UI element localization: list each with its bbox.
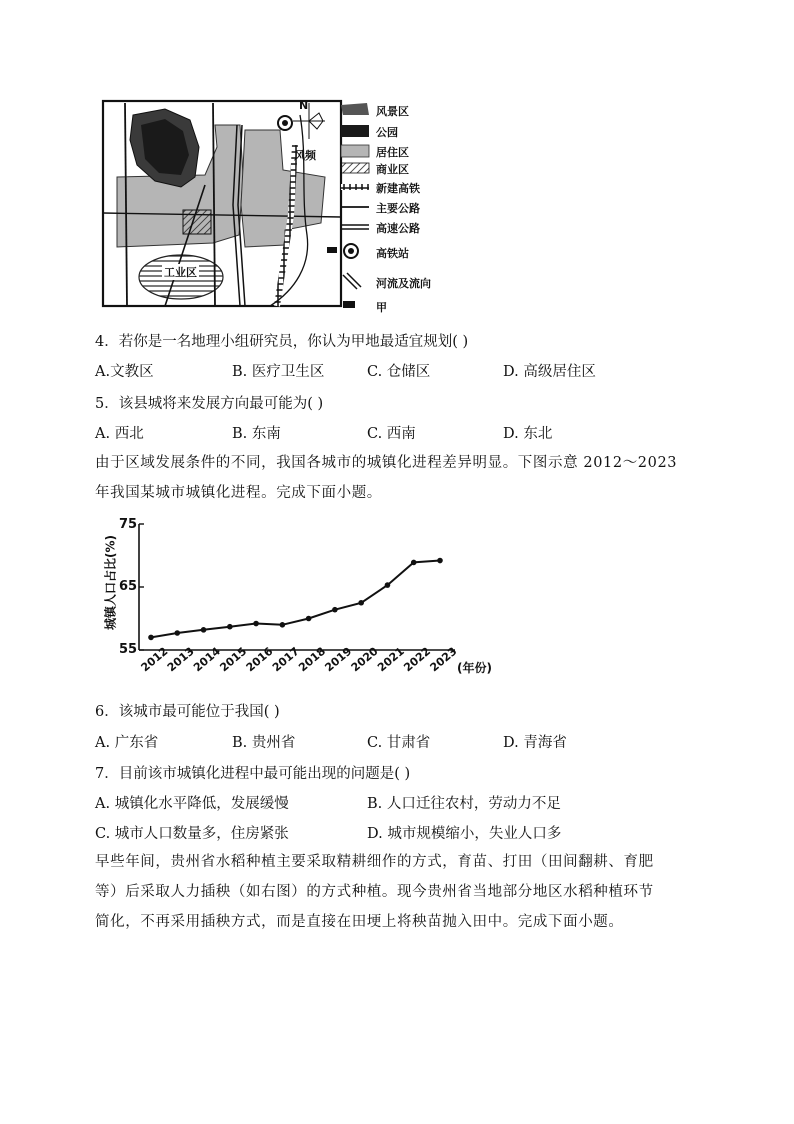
site-jia-icon — [343, 301, 355, 308]
intro-urbanization-paragraph — [95, 448, 715, 508]
question-7-option-b[interactable]: B. 人口迁往农村，劳动力不足 — [367, 796, 561, 812]
question-6-option-a[interactable]: A. 广东省 — [95, 735, 159, 751]
data-point-2016 — [253, 621, 259, 627]
data-point-2023 — [437, 558, 443, 564]
data-point-2013 — [174, 630, 180, 636]
question-4-option-b[interactable]: B. 医疗卫生区 — [232, 364, 325, 380]
legend-label-commercial: 商业区 — [376, 163, 409, 176]
question-6-option-d[interactable]: D. 青海省 — [503, 735, 567, 751]
x-tick-label-2019: 2019 — [322, 644, 355, 675]
x-tick-label-2014: 2014 — [191, 644, 223, 675]
wind-frequency-label: 风频 — [294, 149, 316, 162]
legend-label-main-road: 主要公路 — [376, 202, 420, 215]
question-7-option-d[interactable]: D. 城市规模缩小，失业人口多 — [367, 826, 562, 842]
data-point-2017 — [280, 622, 286, 628]
legend-label-river: 河流及流向 — [376, 277, 431, 290]
question-7-stem: 7．目前该市城镇化进程中最可能出现的问题是( ) — [95, 766, 411, 782]
data-point-2019 — [332, 607, 338, 613]
y-tick-label-75: 75 — [119, 517, 138, 532]
x-axis-label: (年份) — [457, 661, 492, 675]
y-axis-label: 城镇人口占比(%) — [103, 535, 118, 630]
question-5-option-b[interactable]: B. 东南 — [232, 426, 281, 442]
x-tick-label-2016: 2016 — [243, 644, 276, 675]
legend-label-residential: 居住区 — [376, 146, 409, 159]
question-5-option-a[interactable]: A. 西北 — [95, 426, 144, 442]
legend-label-railway: 新建高铁 — [376, 182, 420, 195]
legend-label-station: 高铁站 — [376, 247, 409, 260]
scenic-icon — [341, 103, 369, 115]
intro-rice-line-1: 早些年间，贵州省水稻种植主要采取精耕细作的方式，育苗、打田（田间翻耕、育肥 — [95, 854, 654, 870]
y-tick-label-65: 65 — [119, 579, 138, 594]
data-point-2014 — [201, 627, 207, 633]
question-5-stem: 5．该县城将来发展方向最可能为( ) — [95, 396, 324, 412]
question-5-option-d[interactable]: D. 东北 — [503, 426, 553, 442]
data-point-2020 — [358, 600, 364, 606]
question-6-option-b[interactable]: B. 贵州省 — [232, 735, 296, 751]
intro-rice-line-3: 简化，不再采用插秧方式，而是直接在田埂上将秧苗抛入田中。完成下面小题。 — [95, 914, 624, 930]
intro-rice-line-2: 等）后采取人力插秧（如右图）的方式种植。现今贵州省当地部分地区水稻种植环节 — [95, 884, 654, 900]
question-4-option-a[interactable]: A.文教区 — [95, 364, 154, 380]
legend-label-site-jia: 甲 — [376, 301, 387, 314]
question-7-option-c[interactable]: C. 城市人口数量多，住房紧张 — [95, 826, 289, 842]
urbanization-line-chart — [95, 512, 505, 690]
question-5-option-c[interactable]: C. 西南 — [367, 426, 416, 442]
question-4-option-c[interactable]: C. 仓储区 — [367, 364, 431, 380]
river-icon — [343, 273, 361, 289]
legend-label-highway: 高速公路 — [376, 222, 420, 235]
industrial-zone-label: 工业区 — [164, 266, 197, 279]
urbanization-chart — [95, 512, 505, 690]
x-tick-label-2013: 2013 — [164, 644, 197, 675]
site-jia — [327, 247, 337, 253]
y-tick-label-55: 55 — [119, 642, 138, 657]
x-tick-label-2018: 2018 — [296, 644, 329, 675]
question-6-stem: 6．该城市最可能位于我国( ) — [95, 704, 280, 720]
x-tick-label-2023: 2023 — [427, 644, 460, 675]
residential-icon — [341, 145, 369, 157]
legend-label-park: 公园 — [376, 126, 398, 139]
commercial-icon — [341, 163, 369, 173]
intro-urbanization-line-2: 年我国某城市城镇化进程。完成下面小题。 — [95, 485, 382, 501]
land-use-map-figure — [95, 95, 455, 320]
x-tick-label-2022: 2022 — [401, 644, 434, 675]
question-4-option-d[interactable]: D. 高级居住区 — [503, 364, 596, 380]
data-point-2021 — [385, 582, 391, 588]
x-tick-label-2020: 2020 — [348, 644, 381, 675]
intro-rice-paragraph — [95, 847, 715, 937]
data-point-2015 — [227, 624, 233, 630]
legend-label-scenic: 风景区 — [376, 105, 409, 118]
question-6-option-c[interactable]: C. 甘肃省 — [367, 735, 431, 751]
x-tick-label-2012: 2012 — [138, 644, 171, 675]
park-icon — [341, 125, 369, 137]
data-point-2018 — [306, 616, 312, 622]
x-tick-label-2015: 2015 — [217, 644, 250, 675]
commercial-area — [183, 210, 211, 234]
question-7-option-a[interactable]: A. 城镇化水平降低，发展缓慢 — [95, 796, 289, 812]
legend-symbols — [341, 103, 369, 308]
data-point-2022 — [411, 560, 417, 566]
x-tick-label-2021: 2021 — [375, 644, 407, 675]
data-point-2012 — [148, 635, 154, 641]
intro-urbanization-line-1: 由于区域发展条件的不同，我国各城市的城镇化进程差异明显。下图示意 2012～2023 — [95, 455, 678, 471]
compass-north-label: N — [299, 99, 309, 112]
question-4-stem: 4．若你是一名地理小组研究员，你认为甲地最适宜规划( ) — [95, 334, 469, 350]
x-tick-label-2017: 2017 — [269, 644, 302, 675]
urbanization-series-line — [151, 561, 440, 638]
